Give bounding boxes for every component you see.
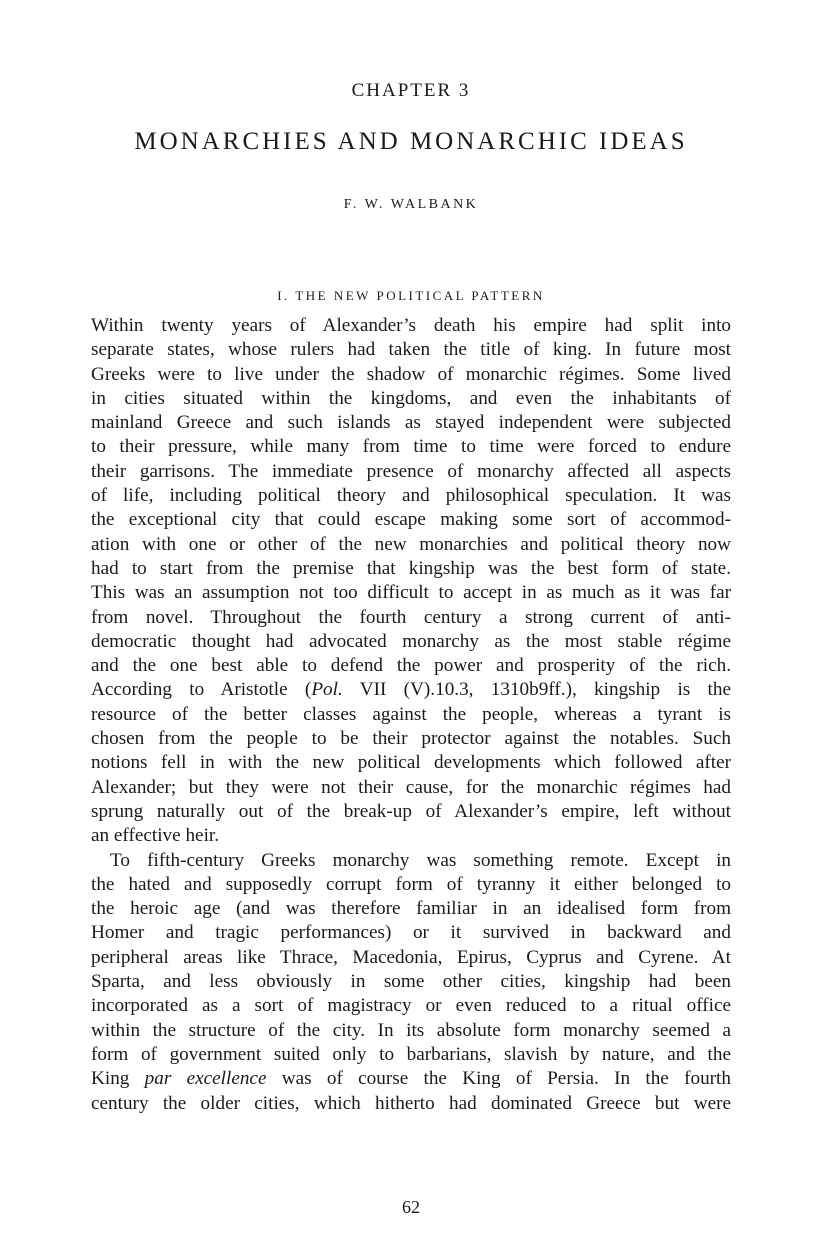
text-line: Greeks were to live under the shadow of monarchic régimes. Some lived <box>91 363 731 385</box>
text-line: century the older cities, which hitherto had dominated Greece but were <box>91 1092 731 1114</box>
text-run: King <box>91 1068 145 1090</box>
text-line: had to start from the premise that kingship was the best form of state. <box>91 557 731 579</box>
italic-phrase: par excellence <box>144 1068 267 1090</box>
chapter-author: F. W. WALBANK <box>343 197 479 212</box>
text-line: the exceptional city that could escape making some sort of accommod- <box>91 509 731 531</box>
paragraph-1 <box>91 314 731 849</box>
text-line: the heroic age (and was therefore familiar in an idealised form from <box>91 898 731 920</box>
chapter-title: MONARCHIES AND MONARCHIC IDEAS <box>134 128 688 155</box>
text-run: VII (V).10.3, 1310b9ff.), kingship is the <box>342 679 731 701</box>
text-run: was of course the King of Persia. In the fourth <box>266 1068 731 1090</box>
text-line: peripheral areas like Thrace, Macedonia, Epirus, Cyprus and Cyrene. At <box>91 946 731 968</box>
text-line: resource of the better classes against the people, whereas a tyrant is <box>91 703 731 725</box>
text-line: Within twenty years of Alexander’s death his empire had split into <box>91 315 731 336</box>
text-line: their garrisons. The immediate presence of monarchy affected all aspects <box>91 460 731 482</box>
text-line: the hated and supposedly corrupt form of tyranny it either belonged to <box>91 873 731 895</box>
text-line: To fifth-century Greeks monarchy was something remote. Except in <box>110 849 731 871</box>
text-line: and the one best able to defend the power and prosperity of the rich. <box>91 655 731 677</box>
text-line-king <box>91 1067 731 1091</box>
text-line: separate states, whose rulers had taken the title of king. In future most <box>91 339 731 361</box>
text-line: notions fell in with the new political developments which followed after <box>91 752 731 774</box>
text-line: to their pressure, while many from time to time were forced to endure <box>91 436 731 458</box>
body-text <box>91 314 731 1116</box>
text-line: ation with one or other of the new monarchies and political theory now <box>91 533 731 555</box>
chapter-label: CHAPTER 3 <box>351 80 471 101</box>
text-line: from novel. Throughout the fourth century a strong current of anti- <box>91 606 731 628</box>
text-line: chosen from the people to be their protector against the notables. Such <box>91 728 731 750</box>
text-line: in cities situated within the kingdoms, and even the inhabitants of <box>91 387 731 409</box>
text-line: within the structure of the city. In its absolute form monarchy seemed a <box>91 1019 731 1041</box>
text-line: Alexander; but they were not their cause, for the monarchic régimes had <box>91 776 731 798</box>
text-line: This was an assumption not too difficult to accept in as much as it was far <box>91 582 731 604</box>
text-line: mainland Greece and such islands as stayed independent were subjected <box>91 412 731 434</box>
section-heading: I. THE NEW POLITICAL PATTERN <box>277 288 545 303</box>
text-line: sprung naturally out of the break-up of Alexander’s empire, left without <box>91 800 731 822</box>
text-line: democratic thought had advocated monarchy as the most stable régime <box>91 630 731 652</box>
page-number: 62 <box>402 1197 420 1217</box>
text-line-aristotle <box>91 678 731 702</box>
text-line: incorporated as a sort of magistracy or even reduced to a ritual office <box>91 995 731 1017</box>
text-line: Homer and tragic performances) or it survived in backward and <box>91 922 731 944</box>
italic-citation: Pol. <box>311 679 343 701</box>
text-run: According to Aristotle ( <box>91 679 312 701</box>
paragraph-2 <box>91 849 731 1116</box>
text-line: an effective heir. <box>91 825 220 847</box>
text-line: Sparta, and less obviously in some other cities, kingship had been <box>91 971 731 993</box>
text-line: of life, including political theory and philosophical speculation. It was <box>91 485 731 507</box>
text-line: form of government suited only to barbarians, slavish by nature, and the <box>91 1043 731 1065</box>
